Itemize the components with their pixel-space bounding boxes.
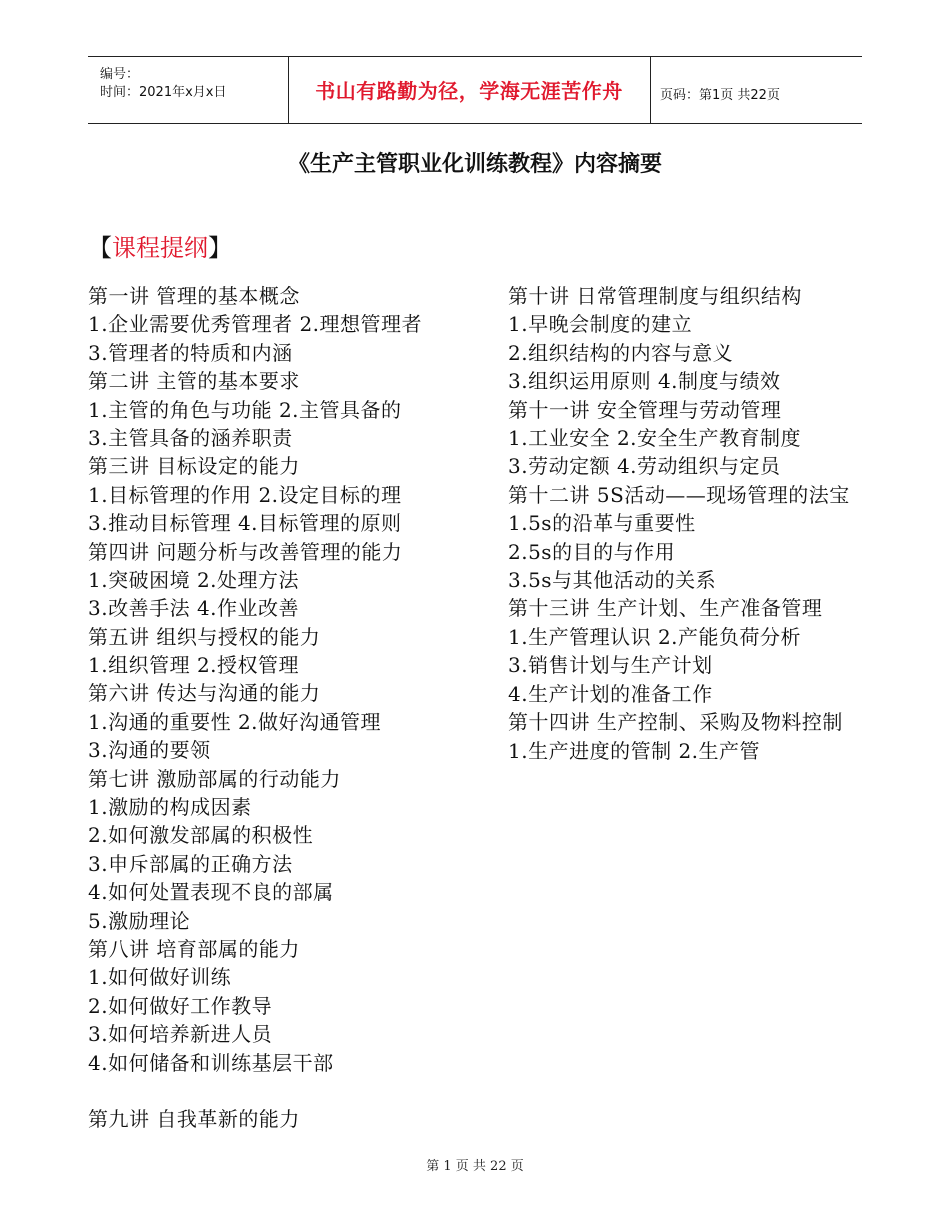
page-header <box>88 56 862 124</box>
outline-line: 3.申斥部属的正确方法 <box>88 851 293 876</box>
outline-line: 1.企业需要优秀管理者 2.理想管理者 <box>88 312 423 337</box>
outline-line: 1.主管的角色与功能 2.主管具备的 <box>88 397 402 422</box>
section-label: 课程提纲 <box>112 234 208 262</box>
header-meta-cell <box>88 57 289 123</box>
outline-line: 1.突破困境 2.处理方法 <box>88 567 300 592</box>
outline-line: 4.如何储备和训练基层干部 <box>88 1050 334 1075</box>
left-column <box>88 282 498 1152</box>
outline-line: 1.目标管理的作用 2.设定目标的理 <box>88 482 402 507</box>
outline-line: 第五讲 组织与授权的能力 <box>88 624 321 649</box>
outline-line: 3.改善手法 4.作业改善 <box>88 596 300 621</box>
outline-line: 2.如何做好工作教导 <box>88 993 273 1018</box>
page-footer: 第 1 页 共 22 页 <box>426 1159 524 1174</box>
motto: 书山有路勤为径，学海无涯苦作舟 <box>315 79 623 103</box>
bracket-close: 】 <box>208 234 232 262</box>
outline-line: 3.劳动定额 4.劳动组织与定员 <box>508 454 781 479</box>
outline-line: 3.5s与其他活动的关系 <box>508 568 717 593</box>
blank-line <box>88 1077 498 1105</box>
outline-line: 第六讲 传达与沟通的能力 <box>88 681 321 706</box>
outline-line: 1.工业安全 2.安全生产教育制度 <box>508 426 802 451</box>
outline-line: 第十讲 日常管理制度与组织结构 <box>508 284 802 308</box>
outline-line: 1.沟通的重要性 2.做好沟通管理 <box>88 709 382 734</box>
outline-line: 第八讲 培育部属的能力 <box>88 936 300 961</box>
outline-line: 1.激励的构成因素 <box>88 795 252 820</box>
outline-line: 4.如何处置表现不良的部属 <box>88 880 334 905</box>
outline-line: 3.管理者的特质和内涵 <box>88 340 293 365</box>
outline-line: 5.激励理论 <box>88 908 191 933</box>
outline-line: 3.推动目标管理 4.目标管理的原则 <box>88 511 402 536</box>
outline-line: 2.组织结构的内容与意义 <box>508 340 734 365</box>
bracket-open: 【 <box>88 234 112 262</box>
outline-line: 第十一讲 安全管理与劳动管理 <box>508 397 782 422</box>
outline-line: 1.早晚会制度的建立 <box>508 312 693 337</box>
right-column <box>508 282 853 1090</box>
outline-line: 1.5s的沿革与重要性 <box>508 511 696 536</box>
outline-line: 2.如何激发部属的积极性 <box>88 823 314 848</box>
outline-line: 4.生产计划的准备工作 <box>508 681 713 706</box>
outline-line: 3.销售计划与生产计划 <box>508 653 713 678</box>
outline-line: 1.组织管理 2.授权管理 <box>88 653 300 678</box>
outline-line: 第四讲 问题分析与改善管理的能力 <box>88 539 403 564</box>
outline-line: 第七讲 激励部属的行动能力 <box>88 766 341 791</box>
outline-line: 3.组织运用原则 4.制度与绩效 <box>508 369 781 394</box>
outline-line: 1.如何做好训练 <box>88 965 232 990</box>
outline-line: 第三讲 目标设定的能力 <box>88 454 300 479</box>
header-page-cell <box>650 57 862 123</box>
outline-line: 3.沟通的要领 <box>88 738 211 763</box>
section-heading <box>88 228 232 263</box>
outline-line: 1.生产进度的管制 2.生产管 <box>508 738 761 763</box>
outline-line: 第十四讲 生产控制、采购及物料控制 <box>508 710 843 735</box>
outline-line: 2.5s的目的与作用 <box>508 539 676 564</box>
document-title: 《生产主管职业化训练教程》内容摘要 <box>287 152 662 177</box>
page-label: 页码：第1页 共22页 <box>660 88 780 103</box>
outline-line: 第十二讲 5S活动——现场管理的法宝 <box>508 482 850 507</box>
outline-line: 1.生产管理认识 2.产能负荷分析 <box>508 624 802 649</box>
outline-line: 第十三讲 生产计划、生产准备管理 <box>508 596 823 621</box>
header-motto-cell <box>288 57 651 123</box>
date-label: 时间：2021年x月x日 <box>100 85 227 100</box>
number-label: 编号： <box>100 67 140 82</box>
outline-line: 第九讲 自我革新的能力 <box>88 1107 300 1132</box>
outline-line: 3.主管具备的涵养职责 <box>88 425 293 450</box>
outline-line: 第一讲 管理的基本概念 <box>88 284 300 308</box>
outline-line: 3.如何培养新进人员 <box>88 1022 273 1047</box>
outline-line: 第二讲 主管的基本要求 <box>88 369 300 394</box>
